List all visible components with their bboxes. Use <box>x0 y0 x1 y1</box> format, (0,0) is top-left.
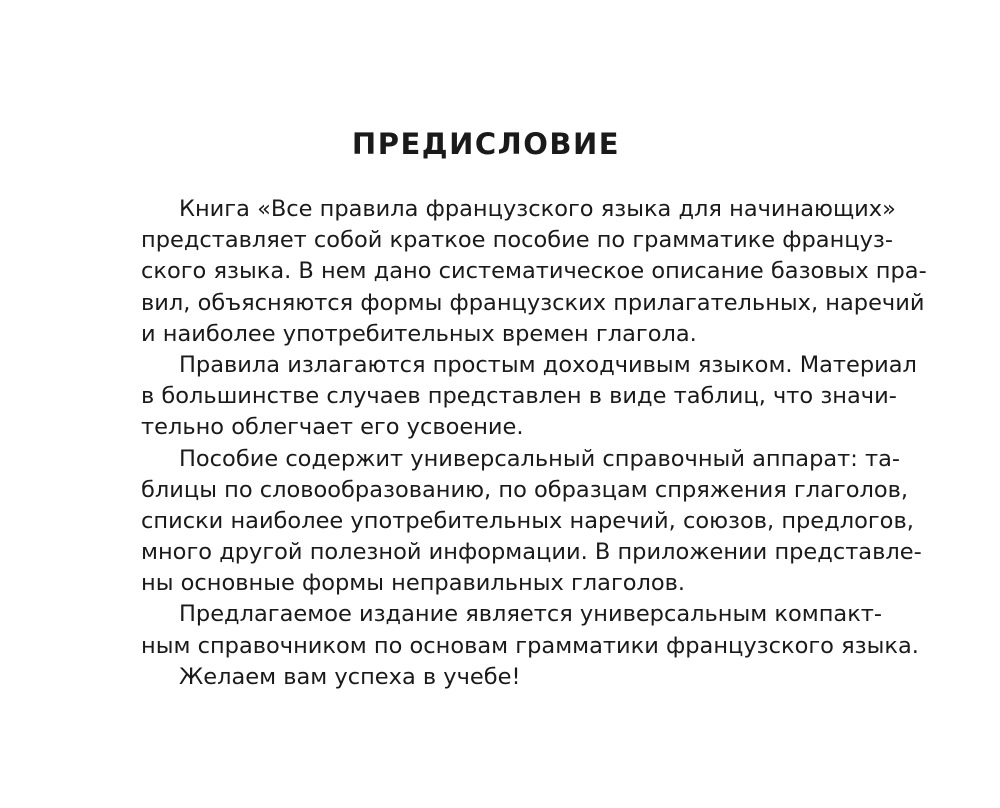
text-line: Пособие содержит универсальный справочный аппарат: та- <box>179 445 901 472</box>
text-line: вил, объясняются формы французских прилагательных, наречий <box>141 289 925 316</box>
text-line: Правила излагаются простым доходчивым языком. Материал <box>179 351 917 378</box>
text-line: списки наиболее употребительных наречий, союзов, предлогов, <box>141 507 914 534</box>
preface-text <box>141 194 927 693</box>
text-line: представляет собой краткое пособие по грамматике француз- <box>141 227 894 254</box>
page-title: ПРЕДИСЛОВИЕ <box>351 127 621 161</box>
text-line: и наиболее употребительных времен глагола. <box>141 320 697 347</box>
text-line: ны основные формы неправильных глаголов. <box>141 570 686 597</box>
text-line: Желаем вам успеха в учебе! <box>179 663 521 690</box>
text-line: тельно облегчает его усвоение. <box>141 414 524 441</box>
text-line: блицы по словообразованию, по образцам спряжения глаголов, <box>141 476 909 503</box>
text-line: много другой полезной информации. В приложении представле- <box>141 539 922 566</box>
text-line: ского языка. В нем дано систематическое описание базовых пра- <box>141 258 927 285</box>
text-line: в большинстве случаев представлен в виде таблиц, что значи- <box>141 383 897 410</box>
text-line: Предлагаемое издание является универсальным компакт- <box>179 601 883 628</box>
text-line: Книга «Все правила французского языка для начинающих» <box>179 196 896 222</box>
text-line: ным справочником по основам грамматики французского языка. <box>141 632 919 659</box>
